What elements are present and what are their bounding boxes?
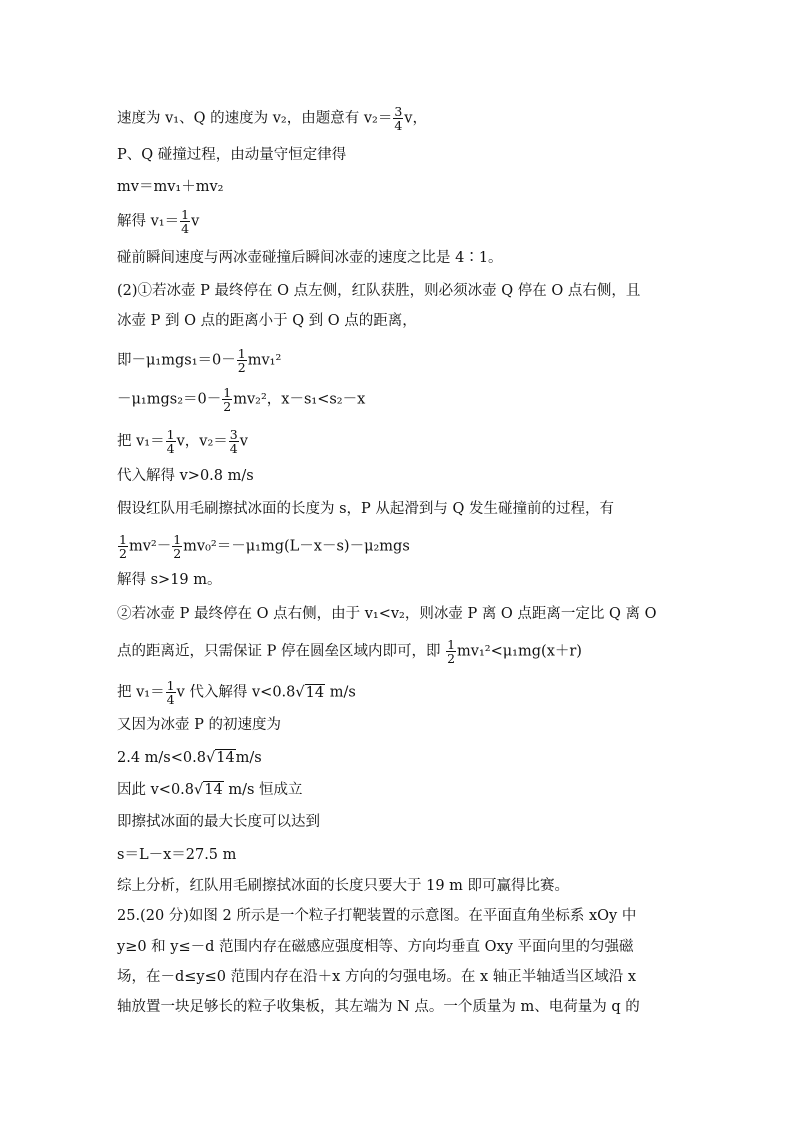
fraction-numerator: 1	[166, 427, 175, 442]
text-line	[117, 570, 222, 590]
fraction-denominator: 4	[181, 221, 190, 236]
text-run: －μ₁mgs₂＝0－	[117, 391, 222, 408]
fraction-denominator: 4	[394, 118, 403, 133]
fraction-denominator: 2	[119, 546, 127, 561]
text-line	[117, 812, 320, 832]
fraction-numerator: 1	[237, 346, 246, 361]
fraction	[166, 428, 176, 455]
fraction-numerator: 3	[394, 104, 403, 119]
fraction-numerator: 1	[173, 532, 182, 547]
fraction	[172, 533, 182, 560]
fraction-denominator: 2	[223, 399, 232, 414]
text-run: 碰前瞬间速度与两冰壶碰撞后瞬间冰壶的速度之比是 4∶1。	[117, 250, 503, 266]
text-line	[117, 533, 410, 560]
text-line	[117, 248, 503, 268]
text-run: 速度为 v₁、Q 的速度为 v₂，由题意有 v₂＝	[117, 110, 393, 127]
text-line	[117, 997, 640, 1017]
text-run: v	[239, 433, 248, 450]
text-run: 因此 v<0.8	[117, 782, 195, 798]
fraction	[229, 428, 239, 455]
text-line	[117, 105, 427, 132]
fraction	[393, 105, 403, 132]
text-line	[117, 604, 657, 624]
fraction	[222, 386, 232, 413]
square-root	[206, 749, 236, 766]
text-run: mv₀²＝－μ₁mg(L－x－s)－μ₂mgs	[183, 538, 410, 555]
fraction-numerator: 3	[229, 427, 238, 442]
text-line	[117, 466, 254, 486]
text-run: v，	[404, 110, 427, 127]
fraction-denominator: 2	[173, 546, 182, 561]
text-line	[117, 386, 365, 413]
text-run: v 代入解得 v<0.8	[176, 684, 296, 701]
text-run: (2)①若冰壶 P 最终停在 O 点左侧，红队获胜，则必须冰壶 Q 停在 O 点右侧，且	[117, 283, 641, 299]
text-line	[117, 780, 303, 800]
fraction-numerator: 1	[166, 678, 175, 693]
text-line	[117, 679, 356, 706]
text-run: 综上分析，红队用毛刷擦拭冰面的长度只要大于 19 m 即可赢得比赛。	[117, 878, 570, 894]
text-run: 假设红队用毛刷擦拭冰面的长度为 s，P 从起滑到与 Q 发生碰撞前的过程，有	[117, 501, 615, 517]
text-run: v，v₂＝	[176, 433, 228, 450]
text-run: 即－μ₁mgs₁＝0－	[117, 352, 236, 369]
text-run: 代入解得 v>0.8 m/s	[117, 468, 254, 484]
text-line	[117, 876, 569, 896]
fraction	[180, 208, 190, 235]
fraction	[446, 638, 456, 665]
radical-sign-icon: √	[205, 750, 216, 766]
square-root	[295, 684, 325, 701]
text-line	[117, 347, 281, 374]
radicand: 14	[216, 750, 235, 766]
text-line	[117, 281, 640, 301]
radicand: 14	[204, 782, 223, 798]
text-run: m/s	[235, 750, 262, 766]
text-run: v	[191, 213, 200, 230]
text-run: m/s	[325, 684, 356, 701]
fraction-denominator: 2	[447, 651, 456, 666]
text-line	[117, 311, 417, 331]
text-run: 轴放置一块足够长的粒子收集板，其左端为 N 点。一个质量为 m、电荷量为 q 的	[117, 999, 640, 1015]
fraction	[237, 347, 247, 374]
text-line	[117, 715, 281, 735]
text-run: ②若冰壶 P 最终停在 O 点右侧，由于 v₁<v₂，则冰壶 P 离 O 点距离一定比 Q 离 O	[117, 606, 657, 622]
text-run: mv²－	[128, 538, 172, 555]
text-run: 场，在－d≤y≤0 范围内存在沿＋x 方向的匀强电场。在 x 轴正半轴适当区域沿 x	[117, 969, 637, 985]
radical-sign-icon: √	[194, 782, 204, 798]
text-line	[117, 967, 636, 987]
radicand: 14	[305, 684, 325, 701]
text-run: 把 v₁＝	[117, 433, 165, 450]
text-run: P、Q 碰撞过程，由动量守恒定律得	[117, 147, 347, 163]
fraction	[166, 679, 176, 706]
text-run: 又因为冰壶 P 的初速度为	[117, 717, 281, 733]
text-run: y≥0 和 y≤－d 范围内存在磁感应强度相等、方向均垂直 Oxy 平面向里的匀强磁	[117, 939, 634, 955]
text-run: 即擦拭冰面的最大长度可以达到	[117, 814, 320, 830]
text-run: mv₁²	[247, 352, 282, 369]
text-run: mv＝mv₁＋mv₂	[117, 179, 224, 195]
fraction-denominator: 2	[237, 360, 246, 375]
text-run: s＝L－x＝27.5 m	[117, 847, 237, 863]
fraction-numerator: 1	[447, 637, 456, 652]
text-line	[117, 748, 262, 768]
text-run: mv₂²，x－s₁<s₂－x	[233, 391, 366, 408]
text-run: mv₁²<μ₁mg(x＋r)	[457, 643, 582, 660]
text-run: 25.(20 分)如图 2 所示是一个粒子打靶装置的示意图。在平面直角坐标系 xOy 中	[117, 908, 637, 924]
text-run: m/s 恒成立	[223, 782, 303, 798]
text-run: 把 v₁＝	[117, 684, 165, 701]
text-line	[117, 499, 614, 519]
fraction-numerator: 1	[119, 532, 127, 547]
text-run: 解得 v₁＝	[117, 213, 180, 230]
text-line	[117, 937, 634, 957]
radical-sign-icon: √	[295, 684, 305, 701]
text-line	[117, 845, 236, 865]
text-run: 冰壶 P 到 O 点的距离小于 Q 到 O 点的距离，	[117, 313, 417, 329]
text-run: 点的距离近，只需保证 P 停在圆垒区域内即可，即	[117, 643, 446, 660]
text-line	[117, 906, 636, 926]
text-run: 解得 s>19 m。	[117, 572, 222, 588]
fraction	[118, 533, 128, 560]
square-root	[194, 781, 224, 798]
text-line	[117, 208, 199, 235]
fraction-denominator: 4	[166, 692, 175, 707]
fraction-denominator: 4	[229, 441, 238, 456]
text-run: 2.4 m/s<0.8	[117, 750, 206, 766]
text-line	[117, 428, 248, 455]
text-line	[117, 145, 346, 165]
text-line	[117, 638, 582, 665]
fraction-denominator: 4	[166, 441, 175, 456]
fraction-numerator: 1	[181, 207, 190, 222]
fraction-numerator: 1	[223, 385, 232, 400]
text-line	[117, 177, 223, 197]
